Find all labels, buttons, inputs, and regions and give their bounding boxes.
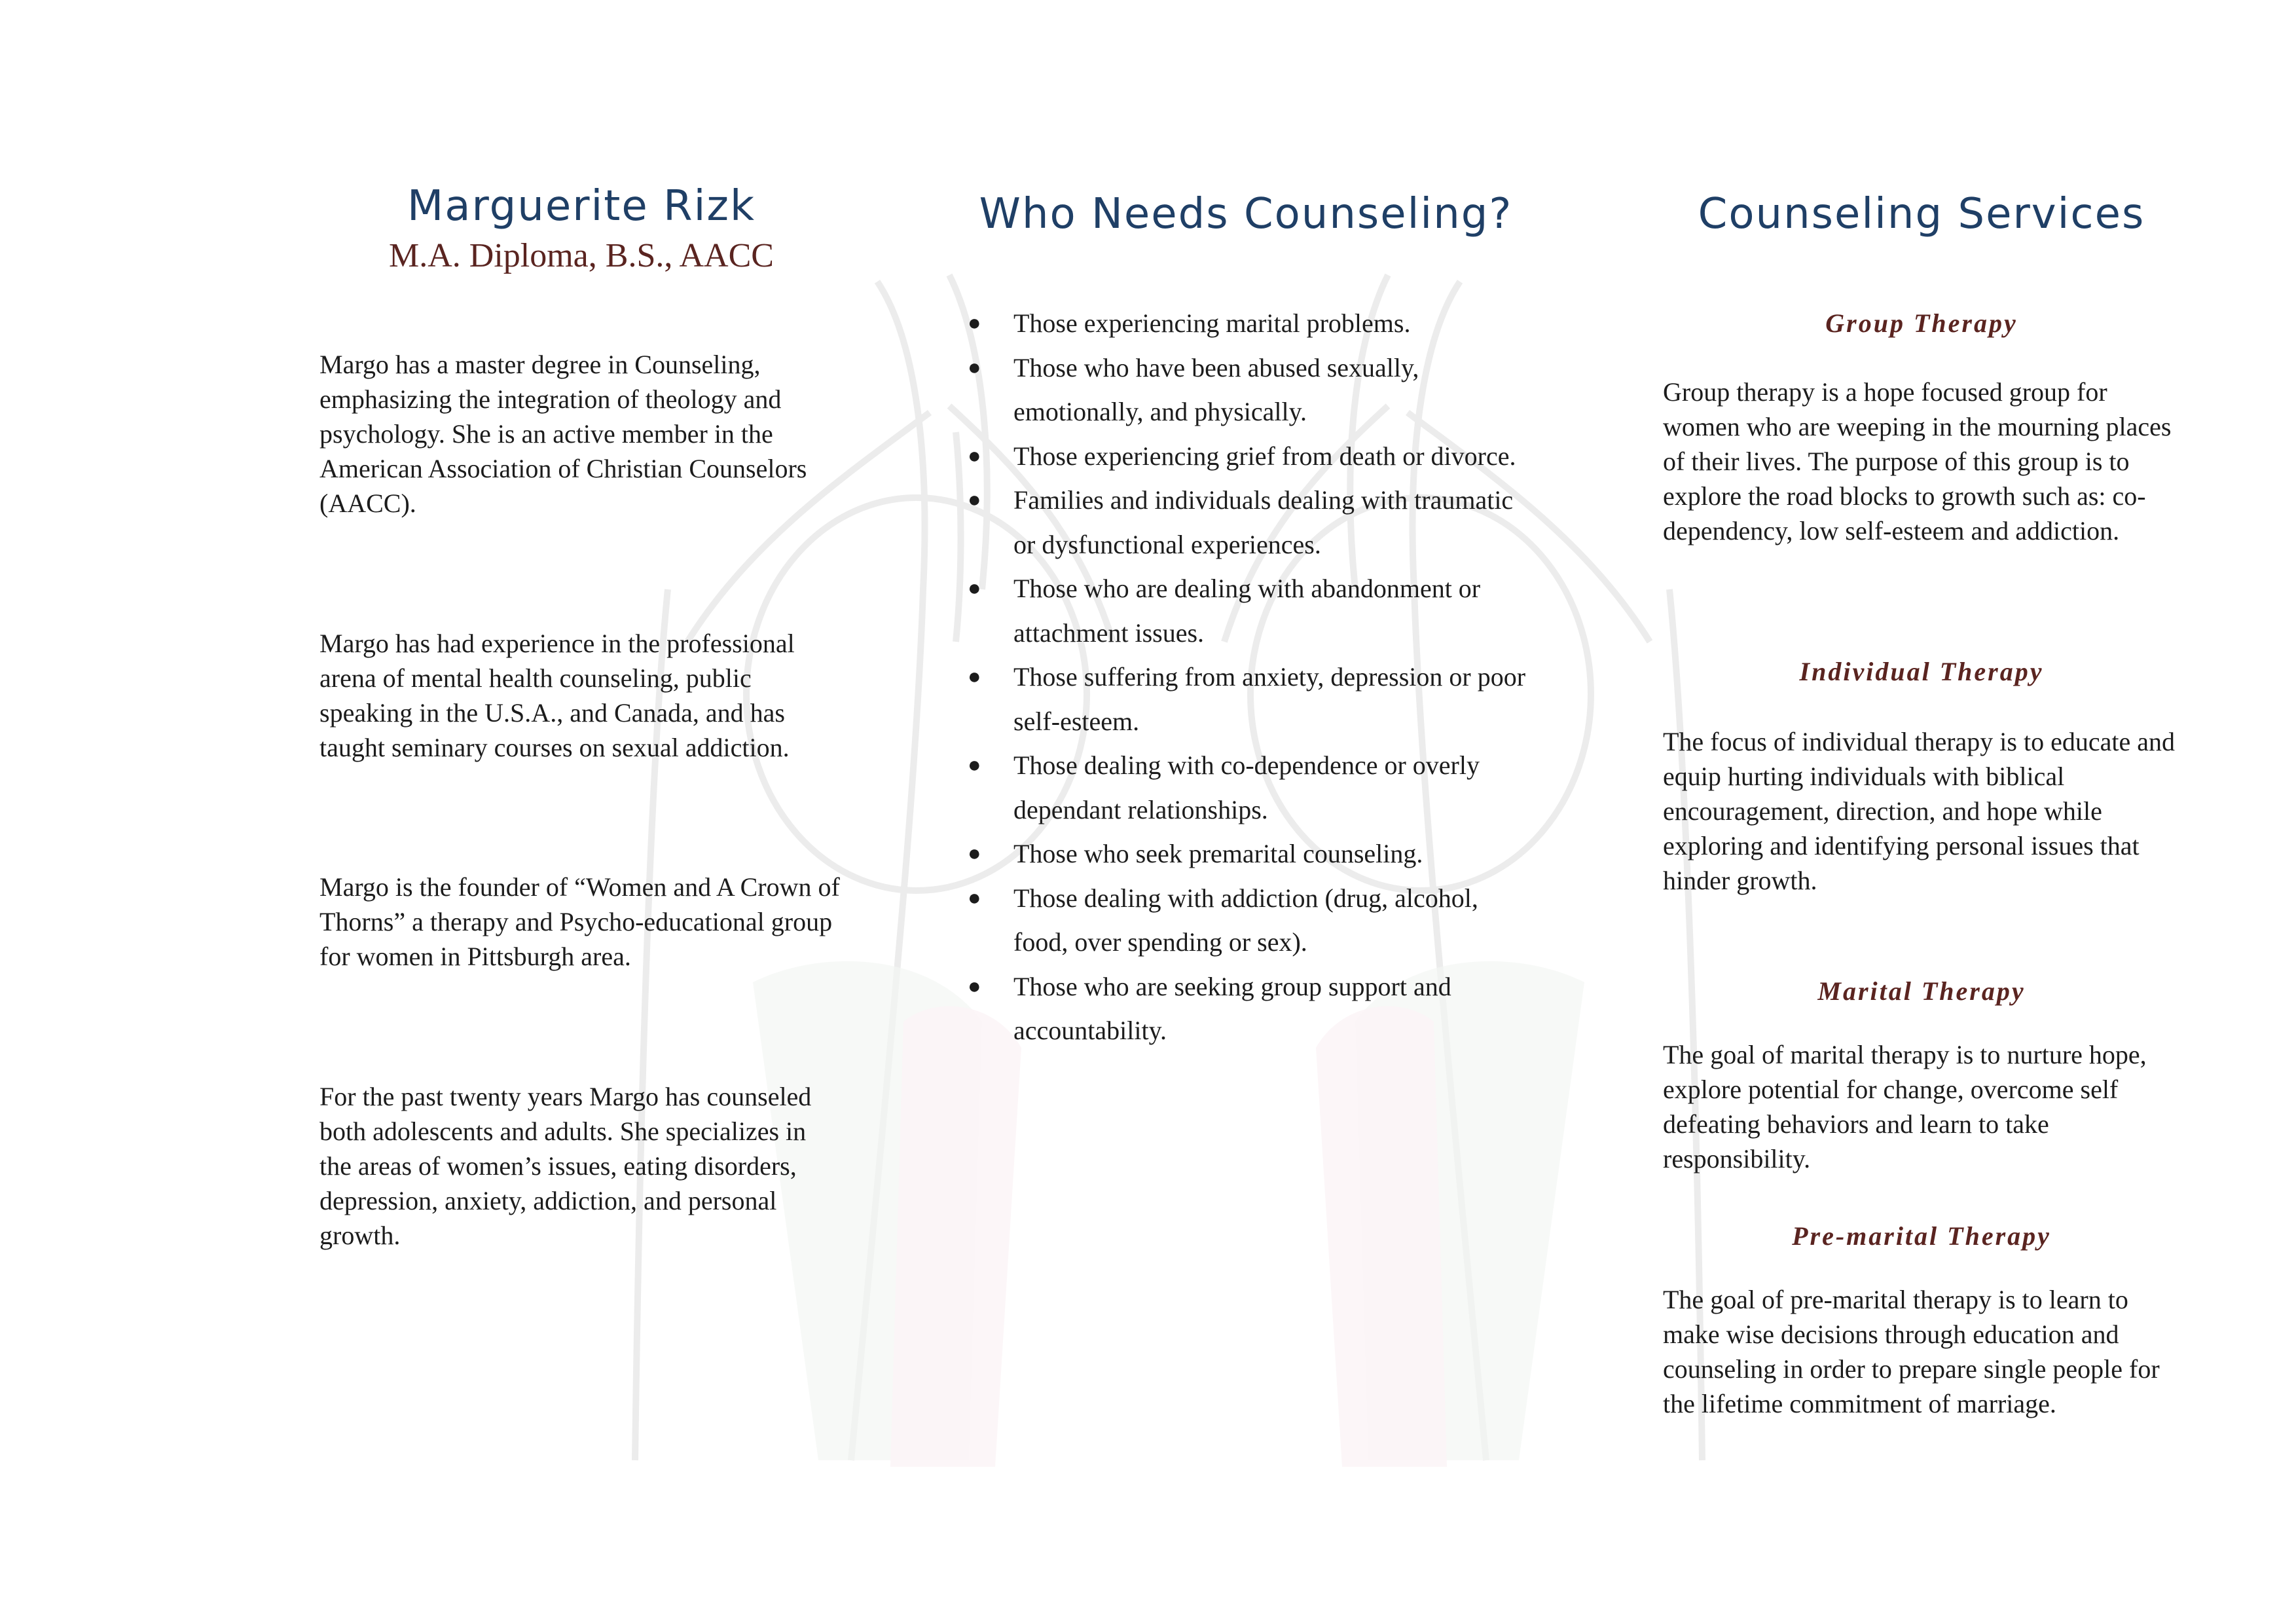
list-item <box>961 301 1537 346</box>
list-item-text: Those dealing with co-dependence or overly dependant relationships. <box>1013 750 1480 824</box>
bio-paragraph: Margo has had experience in the professional arena of mental health counseling, public speaking in the U.S.A., and Canada, and has taught seminary courses on sexual addiction. <box>319 629 795 762</box>
needs-list <box>961 301 1537 1053</box>
bullet-icon: ● <box>968 841 981 866</box>
list-item-text: Those who seek premarital counseling. <box>1013 839 1423 868</box>
list-item <box>961 566 1537 655</box>
bio-paragraph: Margo has a master degree in Counseling, emphasizing the integration of theology and psychology. She is an active member in the American Association of Christian Counselors (AACC). <box>319 350 807 518</box>
bullet-icon: ● <box>968 488 981 512</box>
service-text-marital-therapy: The goal of marital therapy is to nurture hope, explore potential for change, overcome self defeating behaviors and learn to take responsibility. <box>1663 1040 2147 1173</box>
service-text-premarital-therapy: The goal of pre-marital therapy is to learn to make wise decisions through education and counseling in order to prepare single people for the lifetime commitment of marriage. <box>1663 1285 2160 1418</box>
list-item <box>961 434 1537 479</box>
service-heading-marital-therapy: Marital Therapy <box>1817 976 2026 1006</box>
service-heading-group-therapy: Group Therapy <box>1825 308 2018 338</box>
list-item <box>961 346 1537 434</box>
needs-title: Who Needs Counseling? <box>979 190 1513 238</box>
list-item-text: Those who are seeking group support and accountability. <box>1013 971 1451 1045</box>
bio-paragraph: Margo is the founder of “Women and A Crown of Thorns” a therapy and Psycho-educational group for women in Pittsburgh area. <box>319 872 840 971</box>
list-item-text: Those experiencing marital problems. <box>1013 308 1411 338</box>
service-text-individual-therapy: The focus of individual therapy is to educate and equip hurting individuals with biblical encouragement, direction, and hope while exploring and identifying personal issues that hinder growth. <box>1663 727 2175 895</box>
list-item <box>961 965 1537 1053</box>
list-item-text: Those who have been abused sexually, emotionally, and physically. <box>1013 352 1419 426</box>
list-item <box>961 743 1537 832</box>
list-item-text: Those suffering from anxiety, depression or poor self-esteem. <box>1013 662 1526 736</box>
service-text-group-therapy: Group therapy is a hope focused group for women who are weeping in the mourning places of their lives. The purpose of this group is to explore the road blocks to growth such as: co-dependency, low self-esteem and addiction. <box>1663 377 2172 545</box>
service-heading-individual-therapy: Individual Therapy <box>1799 657 2044 686</box>
bio-panel <box>319 182 843 1250</box>
bio-name-title: Marguerite Rizk <box>407 182 756 231</box>
services-panel <box>1663 183 2180 1418</box>
bullet-icon: ● <box>968 576 981 600</box>
list-item <box>961 832 1537 876</box>
service-heading-premarital-therapy: Pre-marital Therapy <box>1792 1221 2051 1251</box>
bullet-icon: ● <box>968 753 981 777</box>
bullet-icon: ● <box>968 311 981 335</box>
list-item-text: Those dealing with addiction (drug, alcohol, food, over spending or sex). <box>1013 883 1478 957</box>
list-item <box>961 478 1537 566</box>
services-title: Counseling Services <box>1698 190 2145 238</box>
bullet-icon: ● <box>968 665 981 689</box>
bullet-icon: ● <box>968 355 981 380</box>
list-item-text: Families and individuals dealing with traumatic or dysfunctional experiences. <box>1013 485 1514 559</box>
bullet-icon: ● <box>968 885 981 910</box>
bio-paragraph: For the past twenty years Margo has counseled both adolescents and adults. She specializes in the areas of women’s issues, eating disorders, depression, anxiety, addiction, and personal growth. <box>319 1082 812 1250</box>
list-item <box>961 876 1537 965</box>
needs-panel <box>961 183 1531 1045</box>
list-item-text: Those who are dealing with abandonment or attachment issues. <box>1013 574 1481 648</box>
bio-credentials: M.A. Diploma, B.S., AACC <box>389 237 774 275</box>
bullet-icon: ● <box>968 974 981 999</box>
list-item-text: Those experiencing grief from death or divorce. <box>1013 441 1516 471</box>
list-item <box>961 655 1537 743</box>
bullet-icon: ● <box>968 443 981 468</box>
